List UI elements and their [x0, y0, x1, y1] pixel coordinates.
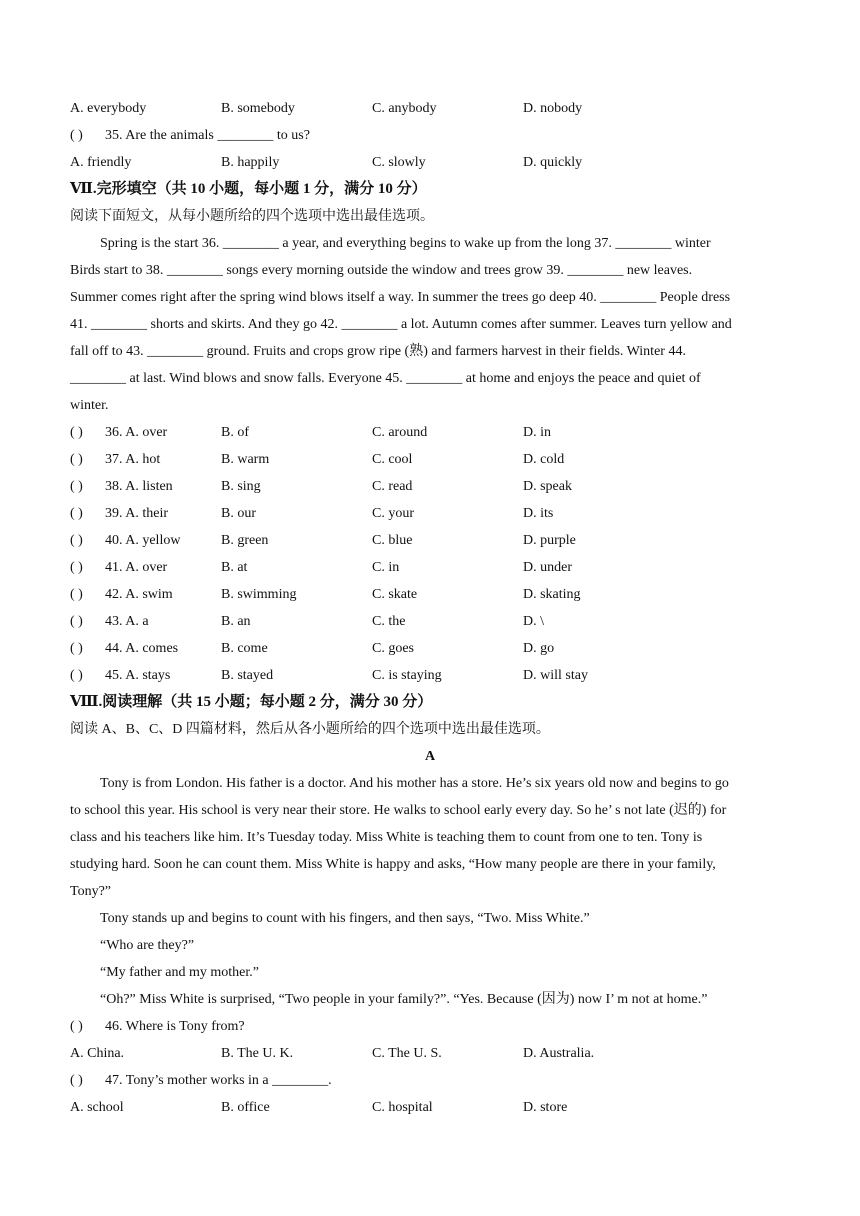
option-c: C. read: [372, 479, 413, 494]
answer-blank: ( ): [70, 1073, 83, 1088]
option-d: D. \: [523, 614, 544, 629]
answer-blank: ( ): [70, 452, 83, 467]
answer-blank: ( ): [70, 533, 83, 548]
option-c: C. around: [372, 425, 428, 440]
answer-blank: ( ): [70, 425, 83, 440]
option-c: C. The U. S.: [372, 1046, 442, 1061]
option-c: C. blue: [372, 533, 413, 548]
answer-blank: ( ): [70, 506, 83, 521]
passage-title: A: [424, 749, 436, 764]
question-text: 35. Are the animals ________ to us?: [105, 128, 310, 143]
option-b: B. come: [221, 641, 268, 656]
question-row: [70, 608, 790, 635]
option-b: B. warm: [221, 452, 270, 467]
passage-line: Tony is from London. His father is a doctor. And his mother has a store. He’s six years old now and begins to go: [100, 776, 729, 791]
option-b: B. at: [221, 560, 248, 575]
option-a: 40. A. yellow: [105, 533, 181, 548]
option-a: 42. A. swim: [105, 587, 173, 602]
option-d: D. in: [523, 425, 551, 440]
option-b: B. swimming: [221, 587, 297, 602]
passage-line: to school this year. His school is very near their store. He walks to school early every day. So he’ s not late (迟的) for: [70, 803, 727, 818]
option-d: D. go: [523, 641, 555, 656]
option-a: A. friendly: [70, 155, 132, 170]
question-row: [70, 473, 790, 500]
option-b: B. sing: [221, 479, 261, 494]
question-row: [70, 554, 790, 581]
answer-blank: ( ): [70, 560, 83, 575]
option-d: D. will stay: [523, 668, 588, 683]
option-b: B. somebody: [221, 101, 295, 116]
question-text: 46. Where is Tony from?: [105, 1019, 245, 1034]
question-text: 47. Tony’s mother works in a ________.: [105, 1073, 332, 1088]
question-row: [70, 662, 790, 689]
passage-line: fall off to 43. ________ ground. Fruits and crops grow ripe (熟) and farmers harvest in their fields. Winter 44.: [70, 344, 686, 359]
section8-instruction: 阅读 A、B、C、D 四篇材料，然后从各小题所给的四个选项中选出最佳选项。: [70, 722, 550, 737]
q35-options: [70, 149, 790, 176]
option-d: D. skating: [523, 587, 581, 602]
option-b: B. stayed: [221, 668, 274, 683]
answer-blank: ( ): [70, 614, 83, 629]
option-c: C. goes: [372, 641, 414, 656]
option-d: D. store: [523, 1100, 568, 1115]
exam-page: [70, 95, 790, 1121]
option-d: D. quickly: [523, 155, 583, 170]
option-a: A. school: [70, 1100, 124, 1115]
section7-instruction: 阅读下面短文，从每小题所给的四个选项中选出最佳选项。: [70, 209, 434, 224]
option-d: D. nobody: [523, 101, 583, 116]
question-row: [70, 500, 790, 527]
option-d: D. speak: [523, 479, 572, 494]
q46-options: [70, 1040, 790, 1067]
option-d: D. under: [523, 560, 572, 575]
option-b: B. office: [221, 1100, 270, 1115]
option-a: 38. A. listen: [105, 479, 173, 494]
passage-line: Tony stands up and begins to count with his fingers, and then says, “Two. Miss White.”: [100, 911, 590, 926]
option-d: D. cold: [523, 452, 565, 467]
option-b: B. The U. K.: [221, 1046, 294, 1061]
option-a: A. China.: [70, 1046, 125, 1061]
answer-blank: ( ): [70, 641, 83, 656]
passage-line: winter.: [70, 398, 109, 413]
option-a: 36. A. over: [105, 425, 168, 440]
passage-line: 41. ________ shorts and skirts. And they go 42. ________ a lot. Autumn comes after summer. Leaves turn yellow and: [70, 317, 732, 332]
option-c: C. slowly: [372, 155, 426, 170]
question-row: [70, 527, 790, 554]
option-a: 41. A. over: [105, 560, 168, 575]
passage-line: Birds start to 38. ________ songs every morning outside the window and trees grow 39. ________ new leaves.: [70, 263, 693, 278]
q35-stem: [70, 122, 790, 149]
passage-line: Summer comes right after the spring wind blows itself a way. In summer the trees go deep 40. ________ People dress: [70, 290, 731, 305]
option-b: B. of: [221, 425, 249, 440]
option-d: D. purple: [523, 533, 576, 548]
option-c: C. anybody: [372, 101, 437, 116]
option-a: 43. A. a: [105, 614, 149, 629]
passage-line: Spring is the start 36. ________ a year, and everything begins to wake up from the long 37. ________ winter: [100, 236, 711, 251]
option-c: C. skate: [372, 587, 418, 602]
answer-blank: ( ): [70, 128, 83, 143]
passage-line: “My father and my mother.”: [100, 965, 260, 980]
option-a: 44. A. comes: [105, 641, 179, 656]
passage-line: “Oh?” Miss White is surprised, “Two people in your family?”. “Yes. Because (因为) now I’ m not at home.”: [100, 992, 708, 1007]
passage-line: studying hard. Soon he can count them. Miss White is happy and asks, “How many people are there in your family,: [70, 857, 716, 872]
question-row: [70, 419, 790, 446]
q34-options: [70, 95, 790, 122]
cloze-passage: [70, 230, 790, 419]
question-row: [70, 635, 790, 662]
section7-heading: Ⅶ.完形填空（共 10 小题，每小题 1 分，满分 10 分）: [70, 181, 427, 197]
option-d: D. its: [523, 506, 554, 521]
option-b: B. our: [221, 506, 256, 521]
option-c: C. in: [372, 560, 400, 575]
q47-stem: [70, 1067, 790, 1094]
option-b: B. green: [221, 533, 269, 548]
option-b: B. an: [221, 614, 251, 629]
q46-stem: [70, 1013, 790, 1040]
answer-blank: ( ): [70, 668, 83, 683]
section8-heading: Ⅷ.阅读理解（共 15 小题；每小题 2 分，满分 30 分）: [70, 694, 433, 710]
answer-blank: ( ): [70, 587, 83, 602]
question-row: [70, 446, 790, 473]
question-row: [70, 581, 790, 608]
cloze-questions: [70, 419, 790, 689]
option-d: D. Australia.: [523, 1046, 595, 1061]
passage-line: ________ at last. Wind blows and snow falls. Everyone 45. ________ at home and enjoys the peace and quiet of: [70, 371, 701, 386]
q47-options: [70, 1094, 790, 1121]
reading-passage-a: [70, 770, 790, 1013]
option-c: C. cool: [372, 452, 413, 467]
option-a: A. everybody: [70, 101, 147, 116]
option-c: C. the: [372, 614, 406, 629]
option-a: 39. A. their: [105, 506, 168, 521]
option-c: C. your: [372, 506, 414, 521]
option-b: B. happily: [221, 155, 280, 170]
option-c: C. is staying: [372, 668, 442, 683]
option-a: 45. A. stays: [105, 668, 171, 683]
passage-line: Tony?”: [70, 884, 112, 899]
answer-blank: ( ): [70, 1019, 83, 1034]
option-a: 37. A. hot: [105, 452, 161, 467]
answer-blank: ( ): [70, 479, 83, 494]
passage-line: “Who are they?”: [100, 938, 195, 953]
option-c: C. hospital: [372, 1100, 433, 1115]
passage-line: class and his teachers like him. It’s Tuesday today. Miss White is teaching them to count from one to ten. Tony is: [70, 830, 703, 845]
